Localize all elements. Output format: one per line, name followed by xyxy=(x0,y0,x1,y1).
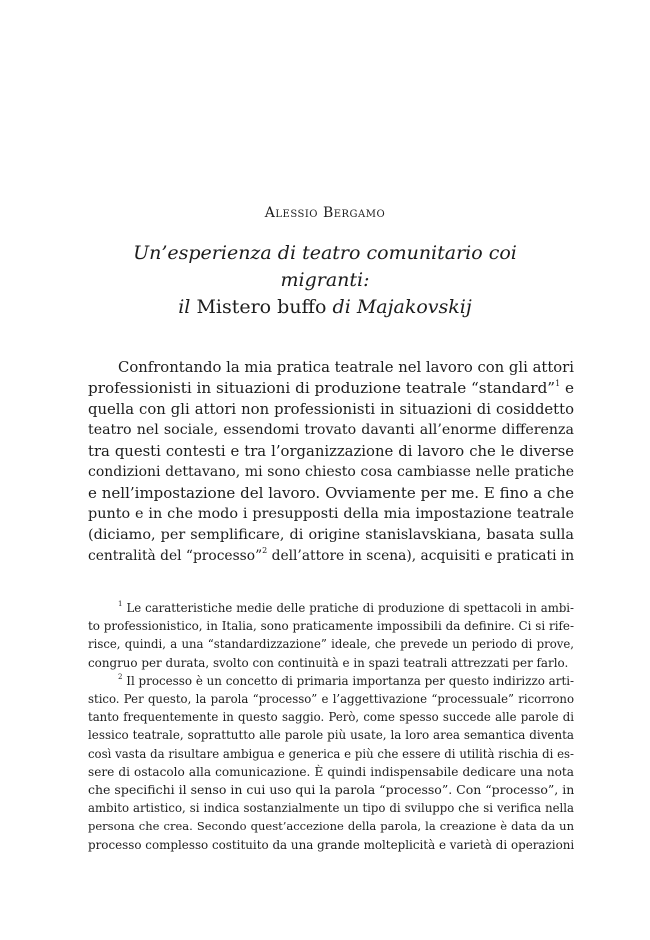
footnote-line: ambito artistico, si indica sostanzialmente un tipo di sviluppo che si verifica nella xyxy=(88,801,574,816)
footnote-line: tanto frequentemente in questo saggio. Però, come spesso succede alle parole di xyxy=(88,710,574,725)
body-line: e nell’impostazione del lavoro. Ovviamente per me. E fino a che xyxy=(88,484,574,502)
body-line: teatro nel sociale, essendomi trovato davanti all’enorme differenza xyxy=(88,422,574,438)
body-line-text: professionisti in situazioni di produzione teatrale “standard” xyxy=(88,379,556,397)
essay-title xyxy=(90,240,560,321)
body-line: Confrontando la mia pratica teatrale nel lavoro con gli attori xyxy=(118,359,574,376)
footnote-line: stico. Per questo, la parola “processo” e l’aggettivazione “processuale” ricorrono xyxy=(88,692,574,707)
footnote-text: Le caratteristiche medie delle pratiche di produzione di spettacoli in ambi- xyxy=(126,601,574,615)
footnote-line: che specifichi il senso in cui uso qui la parola “processo”. Con “processo”, in xyxy=(88,782,575,798)
body-line xyxy=(88,378,574,399)
footnote-ref-1: 1 xyxy=(555,379,561,388)
title-line-1: Un’esperienza di teatro comunitario coi migranti: xyxy=(133,242,517,291)
footnote-line: persona che crea. Secondo quest’accezione della parola, la creazione è data da un xyxy=(88,819,574,834)
body-line: tra questi contesti e tra l’organizzazione di lavoro che le diverse xyxy=(88,443,574,460)
footnote-line: così vasta da risultare ambigua e generica e più che essere di utilità rischia di es- xyxy=(88,746,574,761)
body-line-text: centralità del “processo” xyxy=(88,548,263,564)
footnote-line: processo complesso costituito da una grande molteplicità e varietà di operazioni xyxy=(88,837,575,852)
body-line-tail: dell’attore in scena), acquisiti e praticati in xyxy=(271,548,575,564)
footnote-line: lessico teatrale, soprattutto alle parole più usate, la loro area semantica diventa xyxy=(88,728,574,743)
footnote-line: to professionistico, in Italia, sono praticamente impossibili da definire. Ci si rife- xyxy=(88,619,574,634)
body-paragraph xyxy=(88,357,574,567)
footnote-line xyxy=(88,672,574,690)
title-play-name: Mistero buffo xyxy=(196,296,327,318)
title-line-2 xyxy=(90,294,560,321)
footnotes xyxy=(88,599,574,854)
footnote-ref-2: 2 xyxy=(262,546,268,555)
body-line: condizioni dettavano, mi sono chiesto cosa cambiasse nelle pratiche xyxy=(88,464,574,480)
footnote-mark-1: 1 xyxy=(118,600,123,608)
title-prefix: il xyxy=(178,296,191,318)
body-line: quella con gli attori non professionisti in situazioni di cosiddetto xyxy=(88,401,574,418)
author-name: Alessio Bergamo xyxy=(264,205,386,221)
footnote-line xyxy=(88,599,574,617)
title-playwright: Majakovskij xyxy=(356,296,472,318)
body-line xyxy=(88,546,574,567)
footnote-text: Il processo è un concetto di primaria importanza per questo indirizzo arti- xyxy=(126,673,575,688)
title-mid: di xyxy=(332,296,351,318)
footnote-mark-2: 2 xyxy=(118,672,123,681)
footnote-line: sere di ostacolo alla comunicazione. È quindi indispensabile dedicare una nota xyxy=(88,764,574,779)
footnote-line: risce, quindi, a una “standardizzazione” ideale, che prevede un periodo di prove, xyxy=(88,637,574,652)
body-line: (diciamo, per semplificare, di origine stanislavskiana, basata sulla xyxy=(88,527,574,543)
body-line-tail: e xyxy=(560,379,574,397)
body-line: punto e in che modo i presupposti della mia impostazione teatrale xyxy=(88,506,574,522)
footnote-line: congruo per durata, svolto con continuità e in spazi teatrali attrezzati per farlo. xyxy=(88,655,569,670)
